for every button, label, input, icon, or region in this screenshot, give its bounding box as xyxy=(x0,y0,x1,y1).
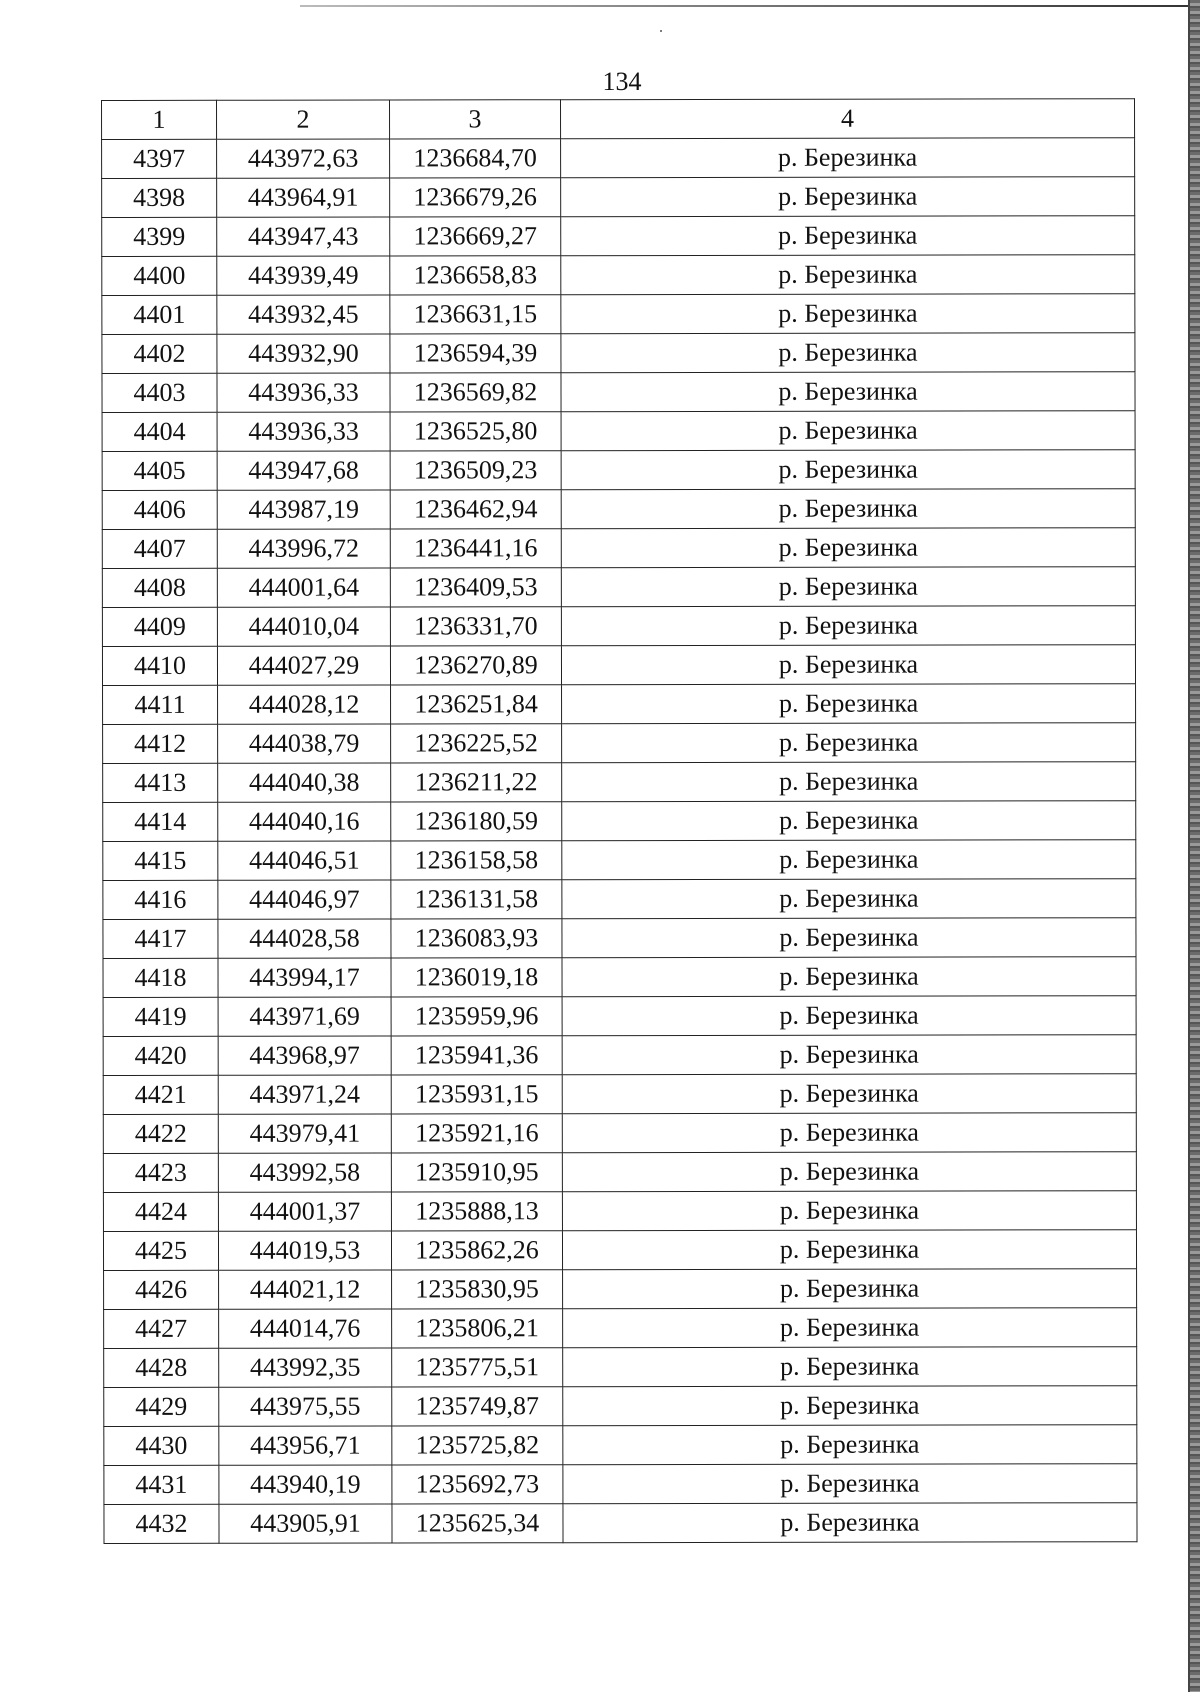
point-number-cell: 4406 xyxy=(102,490,217,529)
point-number-cell: 4413 xyxy=(103,763,218,802)
point-number-cell: 4425 xyxy=(103,1231,218,1270)
column-header-2: 2 xyxy=(217,100,390,139)
description-cell: р. Березинка xyxy=(562,723,1136,763)
description-cell: р. Березинка xyxy=(562,996,1136,1036)
table-row xyxy=(102,567,1135,608)
scan-speck xyxy=(660,30,662,32)
x-coordinate-cell: 444001,37 xyxy=(218,1192,391,1231)
point-number-cell: 4402 xyxy=(102,334,217,373)
y-coordinate-cell: 1236631,15 xyxy=(390,295,561,334)
description-cell: р. Березинка xyxy=(562,1035,1136,1075)
point-number-cell: 4431 xyxy=(104,1465,219,1504)
point-number-cell: 4430 xyxy=(104,1426,219,1465)
y-coordinate-cell: 1235806,21 xyxy=(392,1309,563,1348)
y-coordinate-cell: 1236509,23 xyxy=(390,451,561,490)
x-coordinate-cell: 444040,16 xyxy=(218,802,391,841)
y-coordinate-cell: 1235625,34 xyxy=(392,1504,563,1543)
description-cell: р. Березинка xyxy=(563,1503,1137,1543)
table-row xyxy=(102,489,1135,530)
table-row xyxy=(103,996,1136,1037)
x-coordinate-cell: 443936,33 xyxy=(217,373,390,412)
x-coordinate-cell: 443972,63 xyxy=(217,139,390,178)
description-cell: р. Березинка xyxy=(563,1386,1137,1426)
x-coordinate-cell: 444040,38 xyxy=(218,763,391,802)
description-cell: р. Березинка xyxy=(561,606,1135,646)
point-number-cell: 4421 xyxy=(103,1075,218,1114)
description-cell: р. Березинка xyxy=(561,411,1135,451)
y-coordinate-cell: 1235910,95 xyxy=(391,1153,562,1192)
point-number-cell: 4415 xyxy=(103,841,218,880)
point-number-cell: 4420 xyxy=(103,1036,218,1075)
x-coordinate-cell: 443947,43 xyxy=(217,217,390,256)
y-coordinate-cell: 1235692,73 xyxy=(392,1465,563,1504)
table-row xyxy=(102,294,1135,335)
x-coordinate-cell: 443932,45 xyxy=(217,295,390,334)
y-coordinate-cell: 1235725,82 xyxy=(392,1426,563,1465)
point-number-cell: 4398 xyxy=(102,178,217,217)
x-coordinate-cell: 443947,68 xyxy=(217,451,390,490)
x-coordinate-cell: 444046,51 xyxy=(218,841,391,880)
table-row xyxy=(102,255,1135,296)
x-coordinate-cell: 443987,19 xyxy=(217,490,390,529)
description-cell: р. Березинка xyxy=(562,1113,1136,1153)
table-row xyxy=(102,372,1135,413)
point-number-cell: 4414 xyxy=(103,802,218,841)
x-coordinate-cell: 444028,12 xyxy=(218,685,391,724)
y-coordinate-cell: 1235862,26 xyxy=(391,1231,562,1270)
x-coordinate-cell: 444021,12 xyxy=(219,1270,392,1309)
description-cell: р. Березинка xyxy=(561,372,1135,412)
point-number-cell: 4401 xyxy=(102,295,217,334)
y-coordinate-cell: 1236409,53 xyxy=(390,568,561,607)
description-cell: р. Березинка xyxy=(561,567,1135,607)
y-coordinate-cell: 1235775,51 xyxy=(392,1348,563,1387)
point-number-cell: 4407 xyxy=(102,529,217,568)
y-coordinate-cell: 1235941,36 xyxy=(391,1036,562,1075)
description-cell: р. Березинка xyxy=(561,489,1135,529)
y-coordinate-cell: 1236180,59 xyxy=(391,802,562,841)
table-row xyxy=(103,1074,1136,1115)
description-cell: р. Березинка xyxy=(562,762,1136,802)
point-number-cell: 4399 xyxy=(102,217,217,256)
x-coordinate-cell: 443905,91 xyxy=(219,1504,392,1543)
description-cell: р. Березинка xyxy=(561,294,1135,334)
x-coordinate-cell: 444010,04 xyxy=(217,607,390,646)
table-row xyxy=(103,1113,1136,1154)
x-coordinate-cell: 443994,17 xyxy=(218,958,391,997)
point-number-cell: 4405 xyxy=(102,451,217,490)
table-row xyxy=(102,606,1135,647)
table-row xyxy=(102,333,1135,374)
y-coordinate-cell: 1236270,89 xyxy=(390,646,561,685)
x-coordinate-cell: 444028,58 xyxy=(218,919,391,958)
table-row xyxy=(103,1035,1136,1076)
x-coordinate-cell: 443932,90 xyxy=(217,334,390,373)
description-cell: р. Березинка xyxy=(563,1425,1137,1465)
y-coordinate-cell: 1236083,93 xyxy=(391,919,562,958)
point-number-cell: 4412 xyxy=(103,724,218,763)
description-cell: р. Березинка xyxy=(561,138,1135,178)
x-coordinate-cell: 444001,64 xyxy=(217,568,390,607)
point-number-cell: 4426 xyxy=(104,1270,219,1309)
point-number-cell: 4400 xyxy=(102,256,217,295)
table-row xyxy=(103,1191,1136,1232)
table-row xyxy=(104,1464,1137,1505)
table-row xyxy=(103,840,1136,881)
y-coordinate-cell: 1236569,82 xyxy=(390,373,561,412)
y-coordinate-cell: 1236211,22 xyxy=(391,763,562,802)
y-coordinate-cell: 1236225,52 xyxy=(391,724,562,763)
table-row xyxy=(103,801,1136,842)
page-number: 134 xyxy=(602,67,642,96)
table-row xyxy=(104,1386,1137,1427)
description-cell: р. Березинка xyxy=(561,333,1135,373)
x-coordinate-cell: 443968,97 xyxy=(218,1036,391,1075)
description-cell: р. Березинка xyxy=(562,1074,1136,1114)
table-row xyxy=(102,528,1135,569)
x-coordinate-cell: 443936,33 xyxy=(217,412,390,451)
table-row xyxy=(103,723,1136,764)
y-coordinate-cell: 1235888,13 xyxy=(391,1192,562,1231)
description-cell: р. Березинка xyxy=(563,1269,1137,1309)
point-number-cell: 4411 xyxy=(103,685,218,724)
point-number-cell: 4417 xyxy=(103,919,218,958)
coordinates-table xyxy=(101,98,1138,1544)
y-coordinate-cell: 1236669,27 xyxy=(390,217,561,256)
scan-edge xyxy=(1190,0,1200,1692)
y-coordinate-cell: 1236331,70 xyxy=(390,607,561,646)
y-coordinate-cell: 1235749,87 xyxy=(392,1387,563,1426)
y-coordinate-cell: 1236462,94 xyxy=(390,490,561,529)
description-cell: р. Березинка xyxy=(562,684,1136,724)
table-row xyxy=(102,450,1135,491)
description-cell: р. Березинка xyxy=(563,1347,1137,1387)
table-row xyxy=(103,1152,1136,1193)
point-number-cell: 4410 xyxy=(102,646,217,685)
table-row xyxy=(103,1230,1136,1271)
y-coordinate-cell: 1235830,95 xyxy=(392,1270,563,1309)
y-coordinate-cell: 1236158,58 xyxy=(391,841,562,880)
y-coordinate-cell: 1236525,80 xyxy=(390,412,561,451)
x-coordinate-cell: 443992,58 xyxy=(218,1153,391,1192)
table-row xyxy=(104,1347,1137,1388)
description-cell: р. Березинка xyxy=(562,1152,1136,1192)
x-coordinate-cell: 443971,24 xyxy=(218,1075,391,1114)
point-number-cell: 4422 xyxy=(103,1114,218,1153)
table-row xyxy=(102,138,1135,179)
point-number-cell: 4418 xyxy=(103,958,218,997)
point-number-cell: 4416 xyxy=(103,880,218,919)
description-cell: р. Березинка xyxy=(561,450,1135,490)
description-cell: р. Березинка xyxy=(563,1308,1137,1348)
column-header-4: 4 xyxy=(561,99,1135,139)
description-cell: р. Березинка xyxy=(563,1464,1137,1504)
y-coordinate-cell: 1236594,39 xyxy=(390,334,561,373)
x-coordinate-cell: 443940,19 xyxy=(219,1465,392,1504)
table-row xyxy=(103,762,1136,803)
description-cell: р. Березинка xyxy=(562,840,1136,880)
description-cell: р. Березинка xyxy=(562,1191,1136,1231)
column-header-1: 1 xyxy=(102,100,217,139)
x-coordinate-cell: 444019,53 xyxy=(218,1231,391,1270)
table-row xyxy=(104,1308,1137,1349)
point-number-cell: 4397 xyxy=(102,139,217,178)
x-coordinate-cell: 443996,72 xyxy=(217,529,390,568)
point-number-cell: 4409 xyxy=(102,607,217,646)
table-row xyxy=(102,216,1135,257)
x-coordinate-cell: 443964,91 xyxy=(217,178,390,217)
table-row xyxy=(103,684,1136,725)
table-body xyxy=(102,138,1137,1544)
x-coordinate-cell: 443971,69 xyxy=(218,997,391,1036)
x-coordinate-cell: 443939,49 xyxy=(217,256,390,295)
x-coordinate-cell: 443992,35 xyxy=(219,1348,392,1387)
description-cell: р. Березинка xyxy=(561,216,1135,256)
x-coordinate-cell: 444014,76 xyxy=(219,1309,392,1348)
point-number-cell: 4408 xyxy=(102,568,217,607)
y-coordinate-cell: 1236131,58 xyxy=(391,880,562,919)
point-number-cell: 4404 xyxy=(102,412,217,451)
x-coordinate-cell: 444046,97 xyxy=(218,880,391,919)
scan-top-border xyxy=(300,5,1193,7)
description-cell: р. Березинка xyxy=(562,1230,1136,1270)
y-coordinate-cell: 1236658,83 xyxy=(390,256,561,295)
y-coordinate-cell: 1236679,26 xyxy=(390,178,561,217)
y-coordinate-cell: 1235931,15 xyxy=(391,1075,562,1114)
description-cell: р. Березинка xyxy=(561,528,1135,568)
description-cell: р. Березинка xyxy=(562,957,1136,997)
description-cell: р. Березинка xyxy=(562,801,1136,841)
table-row xyxy=(103,957,1136,998)
point-number-cell: 4423 xyxy=(103,1153,218,1192)
point-number-cell: 4424 xyxy=(103,1192,218,1231)
x-coordinate-cell: 444038,79 xyxy=(218,724,391,763)
description-cell: р. Березинка xyxy=(562,879,1136,919)
description-cell: р. Березинка xyxy=(562,918,1136,958)
table-row xyxy=(102,177,1135,218)
y-coordinate-cell: 1236684,70 xyxy=(390,139,561,178)
table-header-row xyxy=(102,99,1135,140)
point-number-cell: 4429 xyxy=(104,1387,219,1426)
column-header-3: 3 xyxy=(390,100,561,139)
y-coordinate-cell: 1236441,16 xyxy=(390,529,561,568)
table-row xyxy=(103,918,1136,959)
y-coordinate-cell: 1236251,84 xyxy=(391,685,562,724)
x-coordinate-cell: 444027,29 xyxy=(217,646,390,685)
description-cell: р. Березинка xyxy=(561,255,1135,295)
table-row xyxy=(104,1425,1137,1466)
table-row xyxy=(103,879,1136,920)
y-coordinate-cell: 1235959,96 xyxy=(391,997,562,1036)
x-coordinate-cell: 443956,71 xyxy=(219,1426,392,1465)
table-row xyxy=(104,1269,1137,1310)
y-coordinate-cell: 1236019,18 xyxy=(391,958,562,997)
table-row xyxy=(102,645,1135,686)
point-number-cell: 4427 xyxy=(104,1309,219,1348)
point-number-cell: 4419 xyxy=(103,997,218,1036)
point-number-cell: 4432 xyxy=(104,1504,219,1543)
table-row xyxy=(102,411,1135,452)
description-cell: р. Березинка xyxy=(561,645,1135,685)
table-row xyxy=(104,1503,1137,1544)
description-cell: р. Березинка xyxy=(561,177,1135,217)
x-coordinate-cell: 443979,41 xyxy=(218,1114,391,1153)
y-coordinate-cell: 1235921,16 xyxy=(391,1114,562,1153)
point-number-cell: 4428 xyxy=(104,1348,219,1387)
point-number-cell: 4403 xyxy=(102,373,217,412)
x-coordinate-cell: 443975,55 xyxy=(219,1387,392,1426)
